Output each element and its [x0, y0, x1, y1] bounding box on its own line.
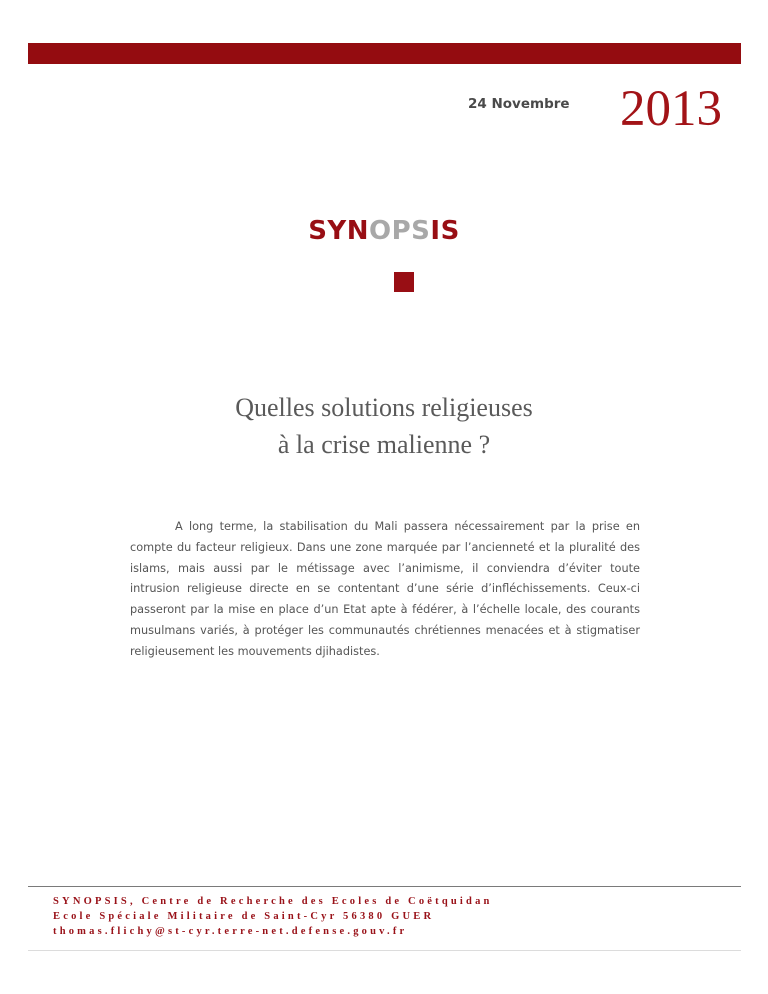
brand-part-ops: OPS: [369, 216, 431, 246]
brand-square-icon: [394, 272, 414, 292]
footer-line-address: Ecole Spéciale Militaire de Saint-Cyr 56380 GUER: [53, 911, 435, 922]
abstract-paragraph: A long terme, la stabilisation du Mali passera nécessairement par la prise en compte du facteur religieux. Dans une zone marquée par l’ancienneté et la pluralité des islams, mais aussi par le métissage avec l’animisme, il conviendra d’éviter toute intrusion religieuse directe en se contentant d’une série d’infléchissements. Ceux-ci passeront par la mise en place d’un Etat apte à fédérer, à l’échelle locale, des courants musulmans variés, à protéger les communautés chrétiennes menacées et à stigmatiser religieusement les mouvements djihadistes.: [130, 520, 640, 658]
footer-contact: [53, 894, 493, 939]
date-day-month: 24 Novembre: [468, 96, 570, 112]
date-year: 2013: [620, 81, 722, 137]
footer-divider-top: [28, 886, 741, 887]
footer-divider-bottom: [28, 950, 741, 951]
brand-part-is: IS: [430, 216, 460, 246]
document-title: [0, 389, 768, 463]
footer-line-organization: SYNOPSIS, Centre de Recherche des Ecoles de Coëtquidan: [53, 896, 493, 907]
brand-part-syn: SYN: [308, 216, 369, 246]
brand-logo: [0, 218, 768, 244]
footer-email: thomas.flichy@st-cyr.terre-net.defense.gouv.fr: [53, 926, 408, 937]
header-bar: [28, 43, 741, 64]
title-line-1: Quelles solutions religieuses: [235, 393, 533, 422]
title-line-2: à la crise malienne ?: [277, 430, 491, 459]
